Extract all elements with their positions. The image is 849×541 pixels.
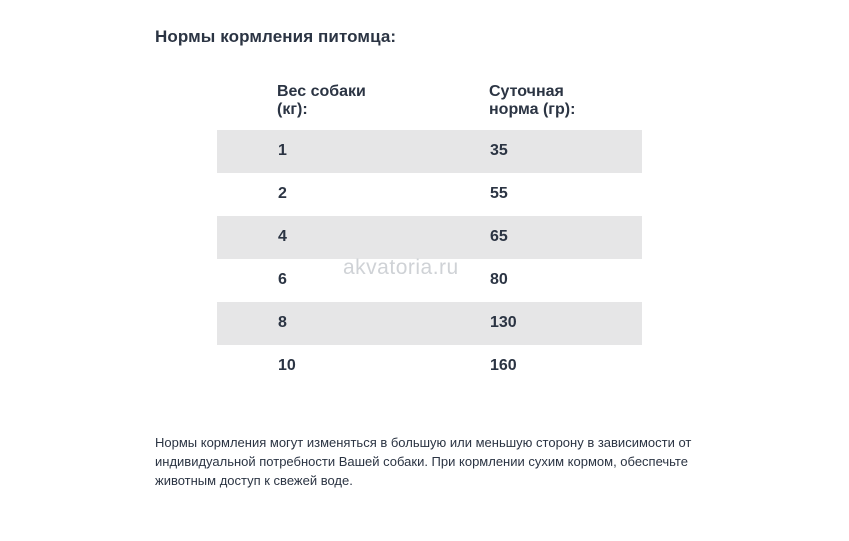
norm-cell: 35: [490, 142, 508, 159]
header-daily-norm: Суточная норма (гр):: [489, 83, 576, 118]
weight-cell: 10: [278, 357, 296, 374]
table-header: [217, 81, 642, 130]
weight-cell: 6: [278, 271, 287, 288]
page-title: Нормы кормления питомца:: [155, 27, 397, 46]
weight-cell: 4: [278, 228, 287, 245]
table-row: [217, 173, 642, 216]
norm-cell: 55: [490, 185, 508, 202]
header-weight: Вес собаки (кг):: [277, 83, 366, 118]
norm-cell: 80: [490, 271, 508, 288]
norm-cell: 130: [490, 314, 517, 331]
feeding-table: [217, 81, 642, 388]
table-row: [217, 216, 642, 259]
table-row: [217, 302, 642, 345]
watermark: akvatoria.ru: [343, 256, 459, 279]
table-row: [217, 259, 642, 302]
norm-cell: 65: [490, 228, 508, 245]
table-row: [217, 345, 642, 388]
weight-cell: 8: [278, 314, 287, 331]
norm-cell: 160: [490, 357, 517, 374]
table-row: [217, 130, 642, 173]
weight-cell: 1: [278, 142, 287, 159]
feeding-note: Нормы кормления могут изменяться в большую или меньшую сторону в зависимости от индивидуальной потребности Вашей собаки. При кормлении сухим кормом, обеспечьте животным доступ к свежей воде.: [155, 435, 692, 488]
weight-cell: 2: [278, 185, 287, 202]
